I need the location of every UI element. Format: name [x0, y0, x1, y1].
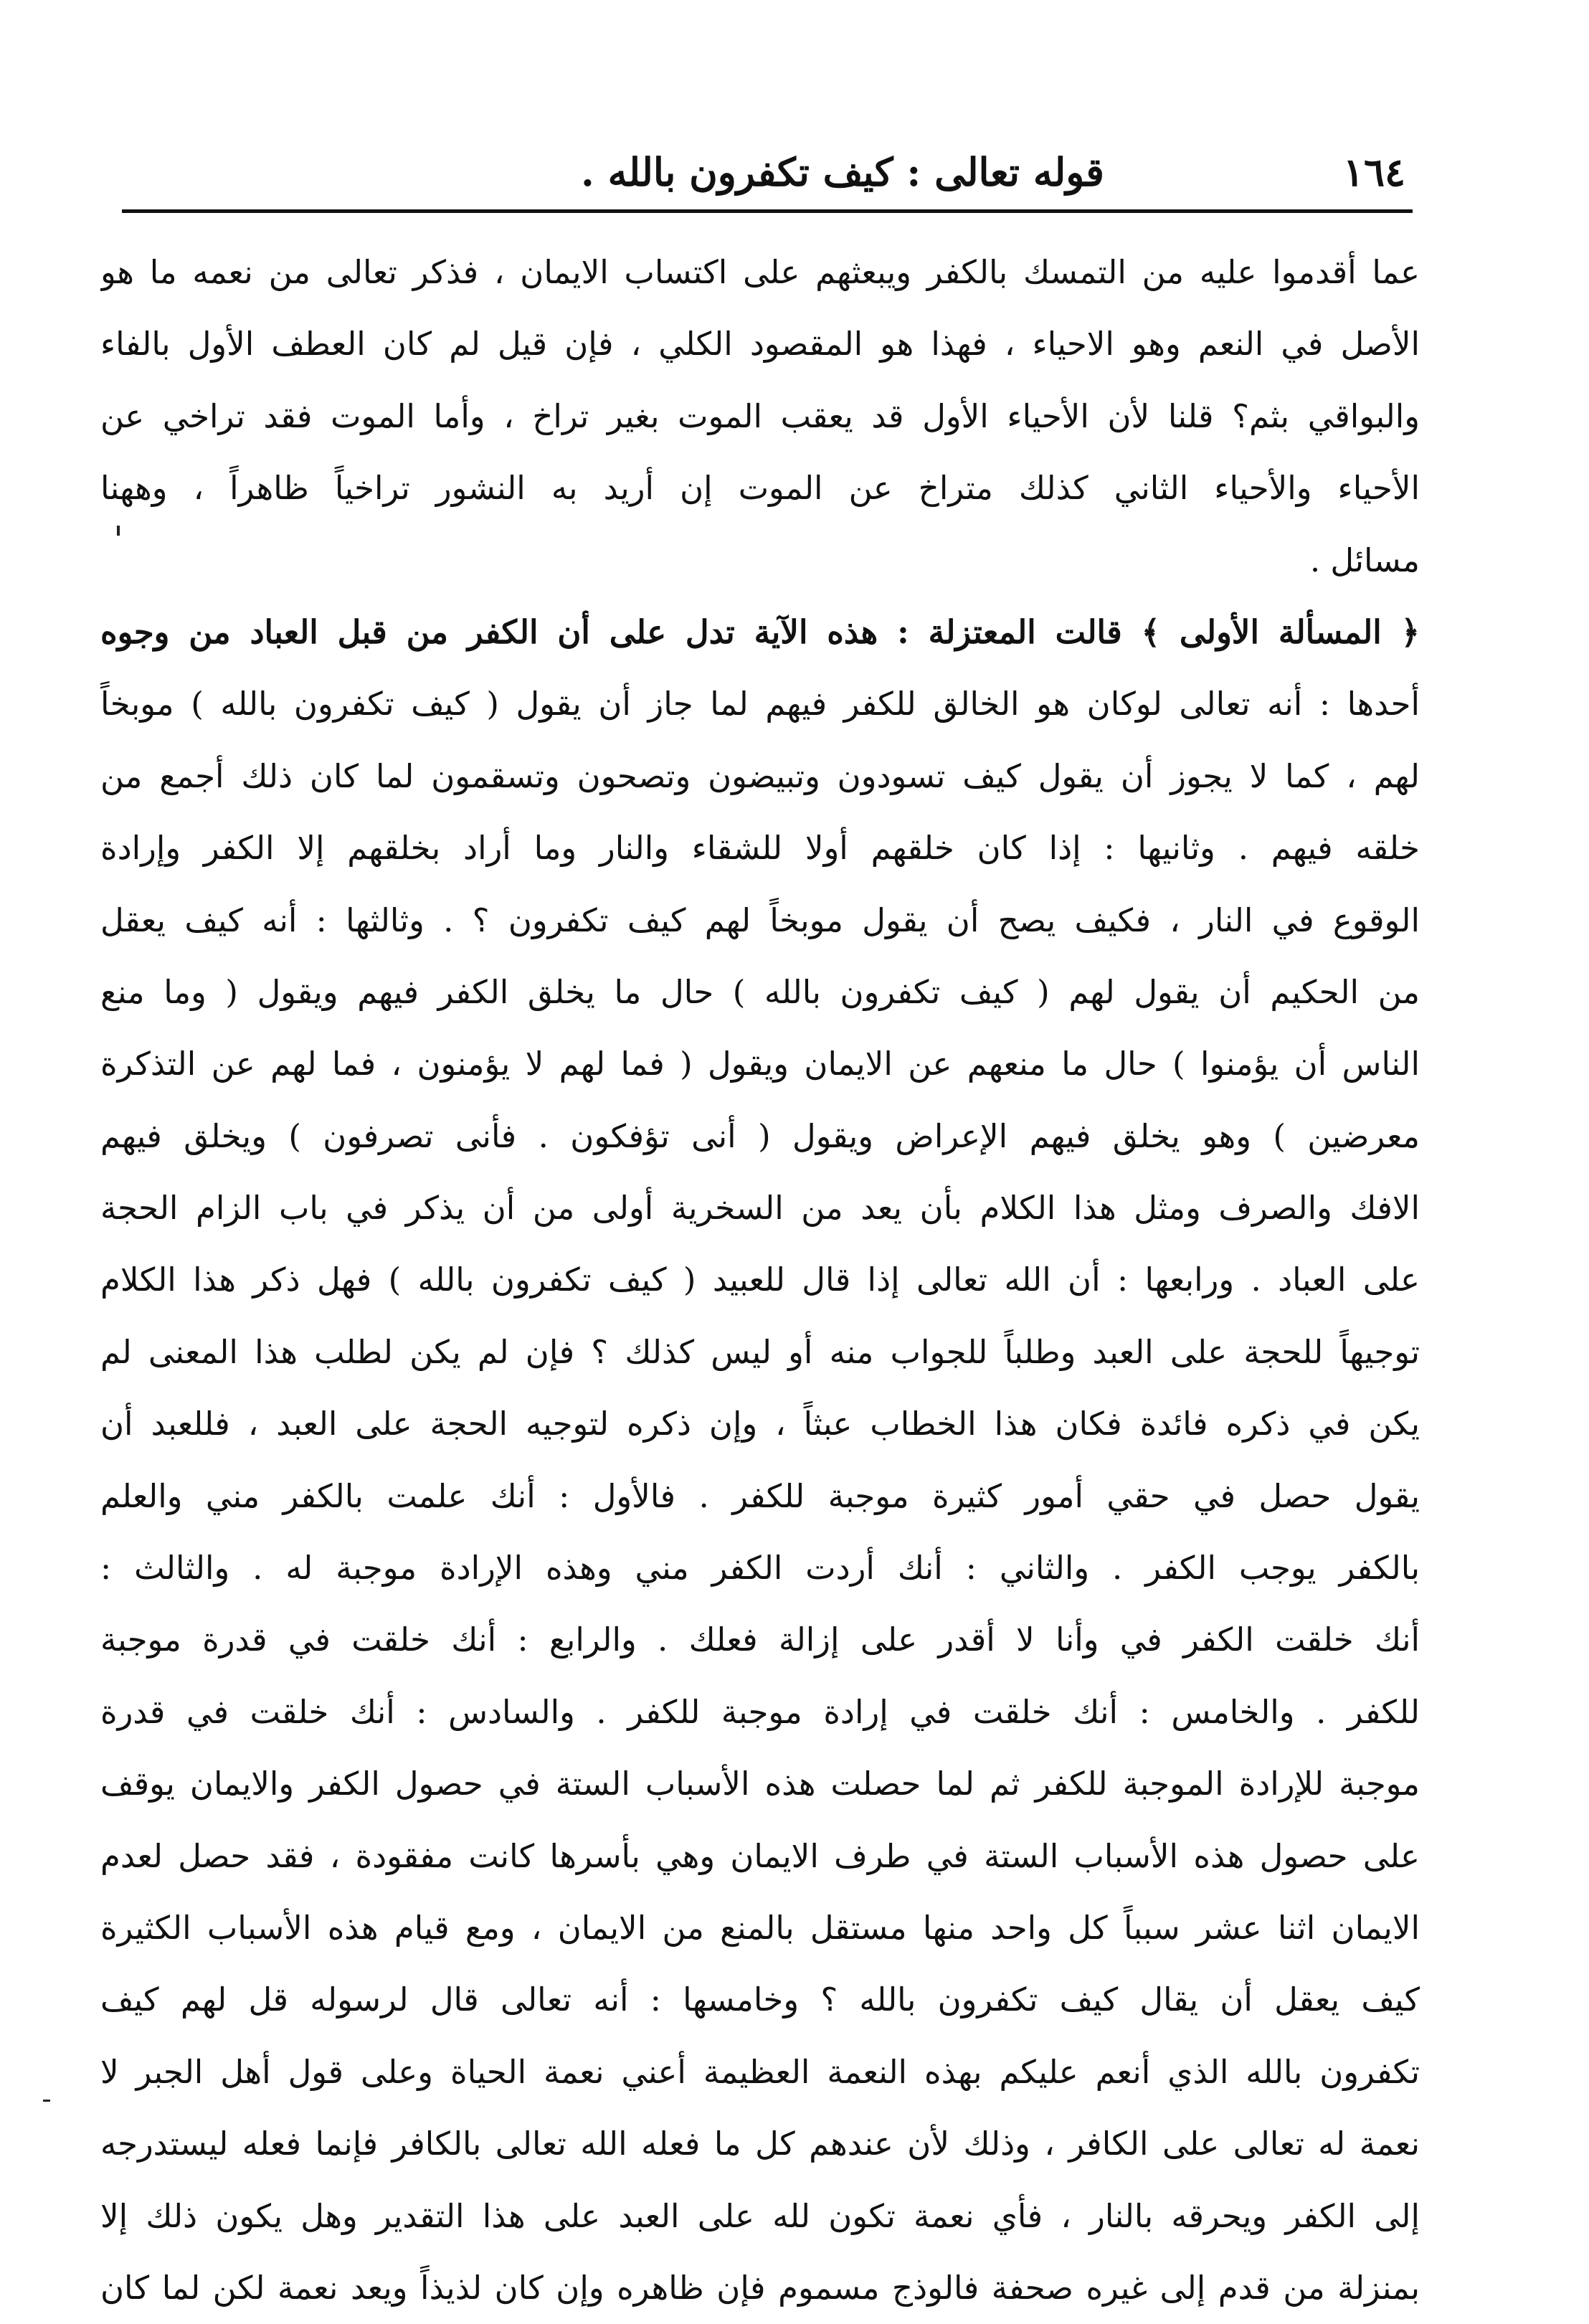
- text-line: خلقه فيهم . وثانيها : إذا كان خلقهم أولا للشقاء والنار وما أراد بخلقهم إلا الكفر وإرادة: [100, 829, 1420, 868]
- text-line: مسائل .: [1309, 541, 1420, 579]
- running-title: قوله تعالى : كيف تكفرون بالله .: [580, 149, 1104, 195]
- text-line: معرضين ) وهو يخلق فيهم الإعراض ويقول ( أنى تؤفكون . فأنى تصرفون ) ويخلق فيهم: [100, 1116, 1420, 1155]
- text-line: والبواقي بثم؟ قلنا لأن الأحياء الأول قد يعقب الموت بغير تراخ ، وأما الموت فقد تراخي عن: [100, 397, 1420, 435]
- text-line: موجبة للإرادة الموجبة للكفر ثم لما حصلت هذه الأسباب الستة في حصول الكفر والايمان يوقف: [100, 1765, 1420, 1803]
- text-line: الأصل في النعم وهو الاحياء ، فهذا هو المقصود الكلي ، فإن قيل لم كان العطف الأول بالفاء: [100, 325, 1420, 364]
- text-line: لهم ، كما لا يجوز أن يقول كيف تسودون وتبيضون وتصحون وتسقمون لما كان ذلك أجمع من: [100, 757, 1420, 795]
- text-line: كيف يعقل أن يقال كيف تكفرون بالله ؟ وخامسها : أنه تعالى قال لرسوله قل لهم كيف: [100, 1981, 1420, 2019]
- text-line: من الحكيم أن يقول لهم ( كيف تكفرون بالله ) حال ما يخلق الكفر فيهم ويقول ( وما منع: [100, 972, 1420, 1011]
- text-line: توجيهاً للحجة على العبد وطلباً للجواب منه أو ليس كذلك ؟ فإن لم يكن لطلب هذا المعنى لم: [100, 1332, 1420, 1371]
- text-line: الأحياء والأحياء الثاني كذلك متراخ عن الموت إن أريد به النشور تراخياً ظاهراً ، وههنا: [100, 469, 1420, 508]
- text-line: بمنزلة من قدم إلى غيره صحفة فالوذج مسموم فإن ظاهره وإن كان لذيذاً ويعد نعمة لكن لما كان: [100, 2268, 1420, 2307]
- text-line: إلى الكفر ويحرقه بالنار ، فأي نعمة تكون لله على العبد على هذا التقدير وهل يكون ذلك إلا: [100, 2196, 1420, 2235]
- header-divider: [122, 209, 1413, 213]
- text-line: يكن في ذكره فائدة فكان هذا الخطاب عبثاً ، وإن ذكره لتوجيه الحجة على العبد ، فللعبد أن: [100, 1405, 1420, 1443]
- scan-speck: [43, 2100, 50, 2102]
- body-text: [100, 237, 1420, 2324]
- text-line: نعمة له تعالى على الكافر ، وذلك لأن عندهم كل ما فعله الله تعالى بالكافر فإنما فعله ليستدرجه: [100, 2125, 1420, 2163]
- text-line: تكفرون بالله الذي أنعم عليكم بهذه النعمة العظيمة أعني نعمة الحياة وعلى قول أهل الجبر لا: [100, 2052, 1420, 2091]
- text-line: للكفر . والخامس : أنك خلقت في إرادة موجبة للكفر . والسادس : أنك خلقت في قدرة: [100, 1692, 1420, 1731]
- text-line: عما أقدموا عليه من التمسك بالكفر ويبعثهم على اكتساب الايمان ، فذكر تعالى من نعمه ما هو: [100, 253, 1420, 291]
- text-line: الناس أن يؤمنوا ) حال ما منعهم عن الايمان ويقول ( فما لهم لا يؤمنون ، فما لهم عن التذكرة: [100, 1045, 1420, 1083]
- text-line: الايمان اثنا عشر سبباً كل واحد منها مستقل بالمنع من الايمان ، ومع قيام هذه الأسباب الكثيرة: [100, 1908, 1420, 1947]
- text-line: بالكفر يوجب الكفر . والثاني : أنك أردت الكفر مني وهذه الإرادة موجبة له . والثالث :: [100, 1549, 1420, 1588]
- text-line: أحدها : أنه تعالى لوكان هو الخالق للكفر فيهم لما جاز أن يقول ( كيف تكفرون بالله ) موبخاً: [100, 685, 1420, 724]
- text-line: على العباد . ورابعها : أن الله تعالى إذا قال للعبيد ( كيف تكفرون بالله ) فهل ذكر هذا الكلام: [100, 1261, 1420, 1299]
- text-line: يقول حصل في حقي أمور كثيرة موجبة للكفر . فالأول : أنك علمت بالكفر مني والعلم: [100, 1476, 1420, 1515]
- text-line: على حصول هذه الأسباب الستة في طرف الايمان وهي بأسرها كانت مفقودة ، فقد حصل لعدم: [100, 1836, 1420, 1875]
- text-line: الوقوع في النار ، فكيف يصح أن يقول موبخاً لهم كيف تكفرون ؟ . وثالثها : أنه كيف يعقل: [100, 901, 1420, 939]
- text-line-section-heading: ﴿ المسألة الأولى ﴾ قالت المعتزلة : هذه الآية تدل على أن الكفر من قبل العباد من وجوه: [100, 612, 1420, 651]
- page-number: ١٦٤: [1342, 149, 1405, 195]
- text-line: الافك والصرف ومثل هذا الكلام بأن يعد من السخرية أولى من أن يذكر في باب الزام الحجة: [100, 1189, 1420, 1228]
- text-line: أنك خلقت الكفر في وأنا لا أقدر على إزالة فعلك . والرابع : أنك خلقت في قدرة موجبة: [100, 1621, 1420, 1659]
- running-head: [122, 143, 1405, 201]
